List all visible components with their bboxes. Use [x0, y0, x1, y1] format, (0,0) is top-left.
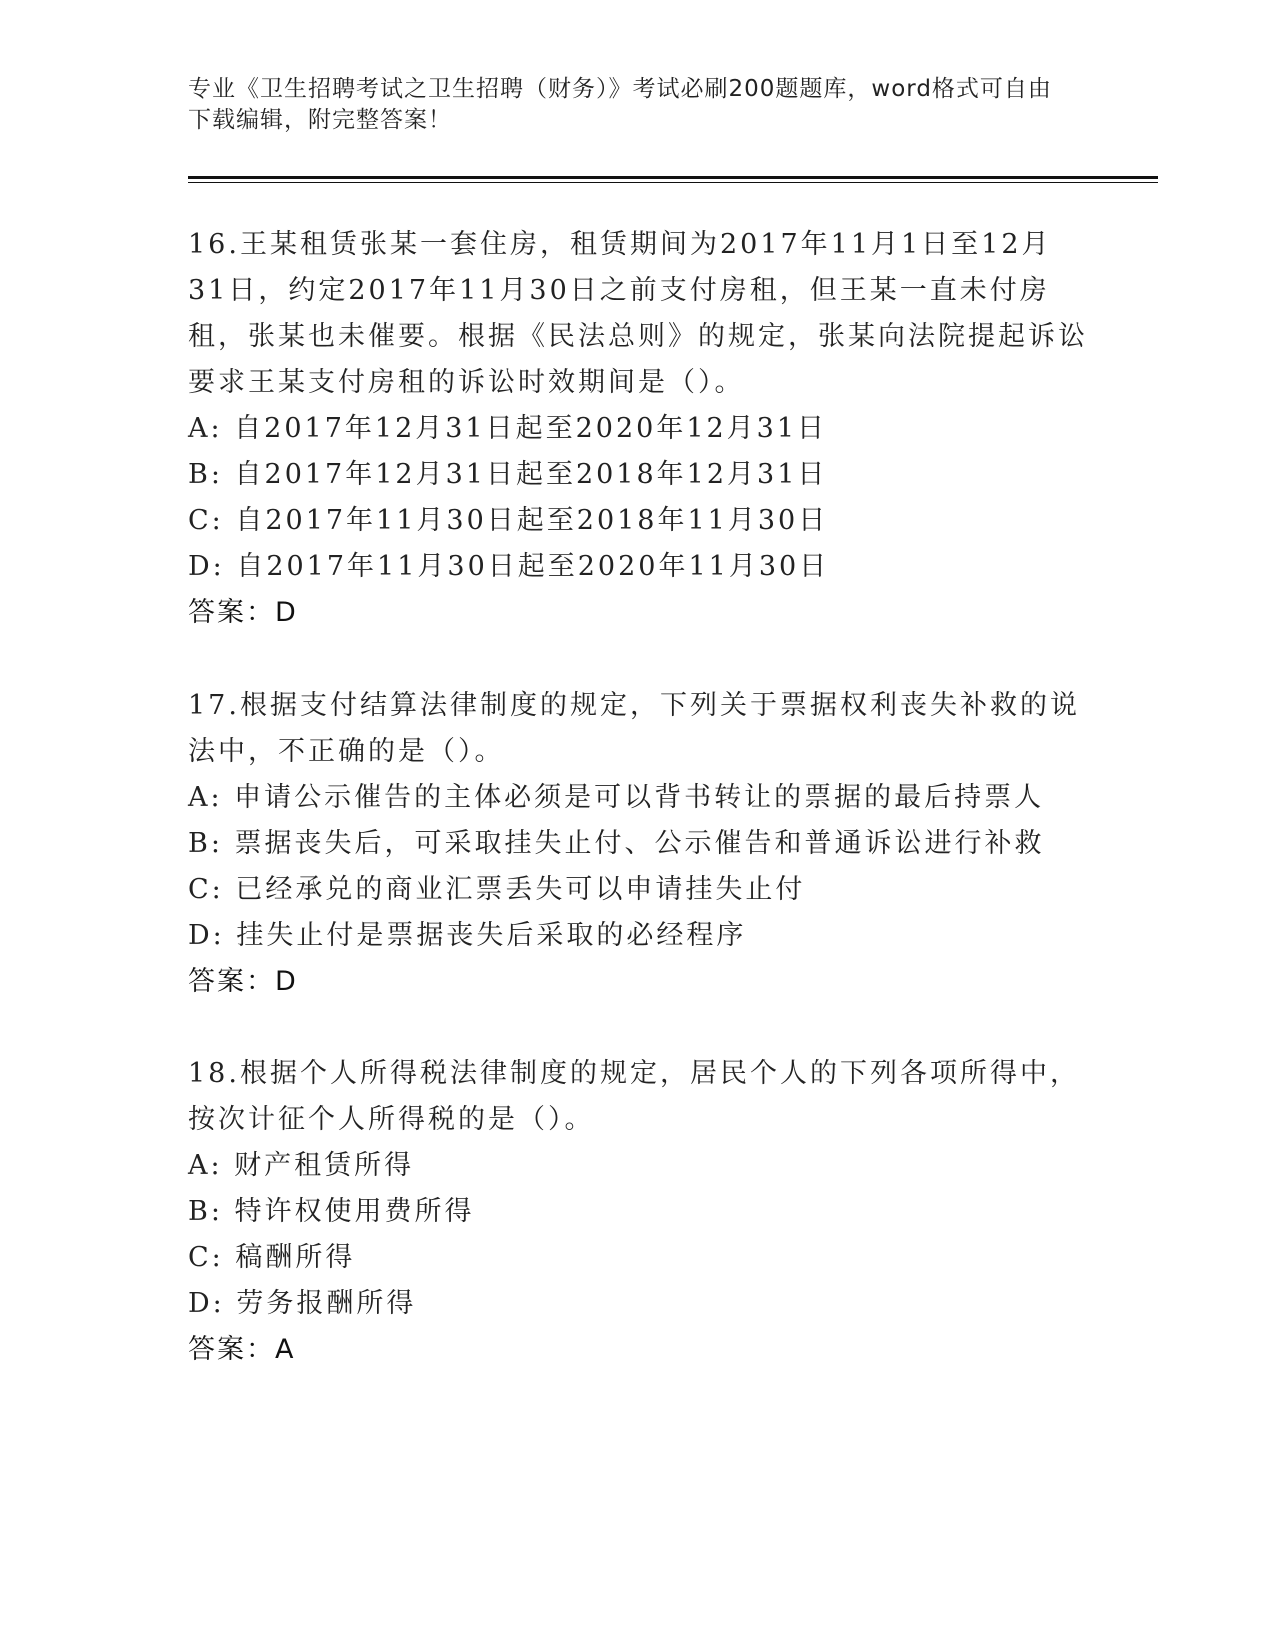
option-a: A: 自2017年12月31日起至2020年12月31日 [188, 413, 828, 444]
option-a: A: 申请公示催告的主体必须是可以背书转让的票据的最后持票人 [188, 782, 1045, 813]
option-b: B: 自2017年12月31日起至2018年12月31日 [188, 459, 828, 490]
question-17 [188, 683, 1088, 1005]
answer-label: 答案：A [188, 1334, 296, 1365]
answer-label: 答案：D [188, 597, 298, 628]
answer-label: 答案：D [188, 966, 298, 997]
option-c: C: 稿酬所得 [188, 1242, 356, 1273]
header-divider-thin [188, 182, 1158, 183]
option-d: D: 挂失止付是票据丧失后采取的必经程序 [188, 920, 747, 951]
question-stem: 16.王某租赁张某一套住房，租赁期间为2017年11月1日至12月31日，约定2017年11月30日之前支付房租，但王某一直未付房租，张某也未催要。根据《民法总则》的规定，张某向法院提起诉讼要求王某支付房租的诉讼时效期间是（）。 [188, 229, 1088, 398]
option-d: D: 劳务报酬所得 [188, 1288, 417, 1319]
option-c: C: 已经承兑的商业汇票丢失可以申请挂失止付 [188, 874, 806, 905]
header-divider-thick [188, 176, 1158, 179]
question-stem: 17.根据支付结算法律制度的规定，下列关于票据权利丧失补救的说法中，不正确的是（）。 [188, 690, 1080, 767]
option-d: D: 自2017年11月30日起至2020年11月30日 [188, 551, 830, 582]
question-stem: 18.根据个人所得税法律制度的规定，居民个人的下列各项所得中，按次计征个人所得税的是（）。 [188, 1058, 1080, 1135]
document-header-title: 专业《卫生招聘考试之卫生招聘（财务）》考试必刷200题题库，word格式可自由下载编辑，附完整答案！ [188, 76, 1052, 133]
option-b: B: 特许权使用费所得 [188, 1196, 475, 1227]
option-b: B: 票据丧失后，可采取挂失止付、公示催告和普通诉讼进行补救 [188, 828, 1045, 859]
question-16 [188, 222, 1088, 636]
question-18 [188, 1051, 1088, 1373]
option-a: A: 财产租赁所得 [188, 1150, 415, 1181]
option-c: C: 自2017年11月30日起至2018年11月30日 [188, 505, 829, 536]
